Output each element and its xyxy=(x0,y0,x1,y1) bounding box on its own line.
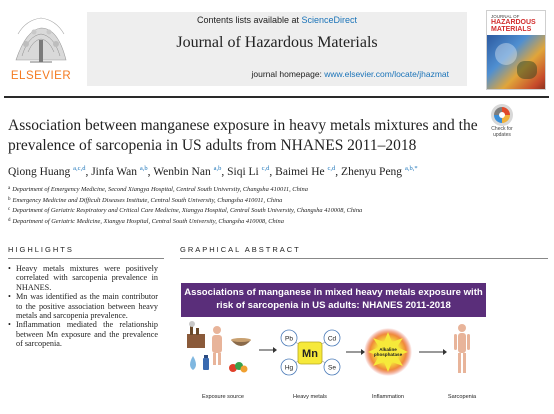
alkaline-label-line1: Alkaline xyxy=(379,347,397,352)
author-name[interactable] xyxy=(8,166,85,178)
elsevier-logo[interactable] xyxy=(6,10,76,82)
author-name[interactable] xyxy=(227,166,269,178)
factory-icon xyxy=(187,321,205,348)
author-name[interactable] xyxy=(341,166,418,178)
affiliation-text: Emergency Medicine and Difficult Diseases Institute, Central South University, Changsha 410011, China xyxy=(12,196,283,204)
graphical-abstract-svg xyxy=(181,320,549,414)
flow-arrow-icon xyxy=(346,349,365,355)
elsevier-wordmark: ELSEVIER xyxy=(10,70,72,82)
metal-hg-label: Hg xyxy=(284,364,294,372)
author-name[interactable] xyxy=(275,166,335,178)
affiliation-text: Department of Geriatric Medicine, Xiangya Hospital, Central South University, Changsha 410008, China xyxy=(12,217,284,225)
food-bowl-icon xyxy=(231,338,251,346)
article-title: Association between manganese exposure in heavy metals mixtures and the prevalence of sarcopenia in US adults from NHANES 2011–2018 xyxy=(8,117,478,154)
caption-exposure: Exposure source xyxy=(202,394,244,400)
affiliation-list xyxy=(8,184,548,226)
check-updates-icon xyxy=(491,104,513,126)
author-name-text: Zhenyu Peng xyxy=(341,166,403,178)
human-body-icon xyxy=(212,326,222,365)
author-separator: , xyxy=(335,166,342,178)
homepage-prefix: journal homepage: xyxy=(251,69,325,79)
highlights-divider xyxy=(8,258,164,259)
author-name-text: Jinfa Wan xyxy=(91,166,138,178)
author-affiliation-marks[interactable]: a,b,* xyxy=(404,165,418,172)
caption-metals: Heavy metals xyxy=(293,394,327,400)
metal-se-label: Se xyxy=(328,364,336,372)
author-separator: , xyxy=(147,166,154,178)
flow-arrow-icon xyxy=(419,349,447,355)
check-updates-line1: Check for xyxy=(491,126,513,132)
author-affiliation-marks[interactable]: c,d xyxy=(327,165,336,172)
cover-title-line1: HAZARDOUS xyxy=(491,19,536,26)
author-affiliation-marks[interactable]: a,b xyxy=(213,165,222,172)
author-separator: , xyxy=(221,166,228,178)
author-affiliation-marks[interactable]: a,b xyxy=(139,165,148,172)
journal-cover-image[interactable] xyxy=(486,10,546,90)
inflammation-burst-icon xyxy=(364,328,412,376)
author-name[interactable] xyxy=(91,166,147,178)
homepage-link[interactable]: www.elsevier.com/locate/jhazmat xyxy=(324,69,449,79)
journal-title[interactable]: Journal of Hazardous Materials xyxy=(176,34,378,51)
affiliation-text: Department of Geriatric Respiratory and Critical Care Medicine, Xiangya Hospital, Central South University, Changsha 410008, China xyxy=(12,207,363,214)
check-updates-line2: updates xyxy=(493,131,511,138)
sciencedirect-link[interactable]: ScienceDirect xyxy=(301,15,358,25)
affiliation-item xyxy=(8,216,548,227)
author-list xyxy=(8,165,548,178)
heavy-metals-diagram xyxy=(281,330,340,375)
cover-title xyxy=(491,19,536,33)
caption-inflammation: Inflammation xyxy=(371,394,405,400)
cover-art-shape xyxy=(495,43,517,65)
journal-header-box xyxy=(87,12,467,86)
check-updates-label xyxy=(487,127,517,138)
cosmetic-bottle-icon xyxy=(203,355,209,370)
contents-prefix: Contents lists available at xyxy=(196,15,302,25)
graphical-abstract-figure[interactable] xyxy=(181,320,549,414)
highlight-item: • Inflammation mediated the relationship between Mn exposure and the prevalence of sarcopenia. xyxy=(8,320,158,348)
homepage-line xyxy=(87,69,467,79)
affiliation-text: Department of Emergency Medicine, Second Xiangya Hospital, Central South University, Changsha 410011, China xyxy=(12,186,308,193)
metal-mn-label: Mn xyxy=(302,348,318,360)
highlight-item: • Heavy metals mixtures were positively correlated with sarcopenia prevalence in NHANES. xyxy=(8,264,158,292)
metal-cd-label: Cd xyxy=(327,335,337,343)
cover-kicker: JOURNAL OF xyxy=(491,14,520,19)
affiliation-item xyxy=(8,205,548,216)
cover-art-shape xyxy=(517,61,537,79)
author-name-text: Qiong Huang xyxy=(8,166,71,178)
alkaline-label-line2: phosphatase xyxy=(373,352,403,357)
banner-line2: risk of sarcopenia in US adults: NHANES 2011-2018 xyxy=(216,300,451,311)
author-name-text: Baimei He xyxy=(275,166,325,178)
affiliation-item xyxy=(8,195,548,206)
highlights-heading: HIGHLIGHTS xyxy=(8,245,74,254)
cover-masthead xyxy=(487,11,546,33)
affiliation-mark: c xyxy=(8,207,11,212)
cover-title-line2: MATERIALS xyxy=(491,26,532,33)
banner-line1: Associations of manganese in mixed heavy metals exposure with xyxy=(184,287,483,298)
author-separator: , xyxy=(269,166,276,178)
check-for-updates-button[interactable] xyxy=(487,104,517,138)
cover-artwork xyxy=(487,35,546,90)
header-divider xyxy=(4,96,549,98)
affiliation-item xyxy=(8,184,548,195)
flow-arrow-icon xyxy=(259,347,277,353)
sarcopenia-figure-icon xyxy=(454,324,470,373)
affiliation-mark: a xyxy=(8,186,11,191)
author-affiliation-marks[interactable]: c,d xyxy=(261,165,270,172)
vegetables-icon xyxy=(229,362,248,373)
graphical-abstract-divider xyxy=(180,258,548,259)
affiliation-mark: b xyxy=(8,196,11,202)
contents-line xyxy=(87,15,467,25)
water-drop-icon xyxy=(190,356,196,370)
graphical-abstract-heading: GRAPHICAL ABSTRACT xyxy=(180,245,301,254)
highlights-list xyxy=(8,264,158,349)
author-affiliation-marks[interactable]: a,c,d xyxy=(73,165,86,172)
author-separator: , xyxy=(85,166,92,178)
highlight-item: • Mn was identified as the main contributor to the positive association between heavy metals and sarcopenia prevalence. xyxy=(8,292,158,320)
graphical-abstract-banner xyxy=(181,283,486,317)
affiliation-mark: d xyxy=(8,217,11,223)
author-name[interactable] xyxy=(153,166,221,178)
metal-pb-label: Pb xyxy=(285,335,293,343)
author-name-text: Siqi Li xyxy=(227,166,259,178)
author-name-text: Wenbin Nan xyxy=(153,166,211,178)
caption-sarcopenia: Sarcopenia xyxy=(447,394,477,400)
elsevier-tree-icon xyxy=(6,10,76,68)
